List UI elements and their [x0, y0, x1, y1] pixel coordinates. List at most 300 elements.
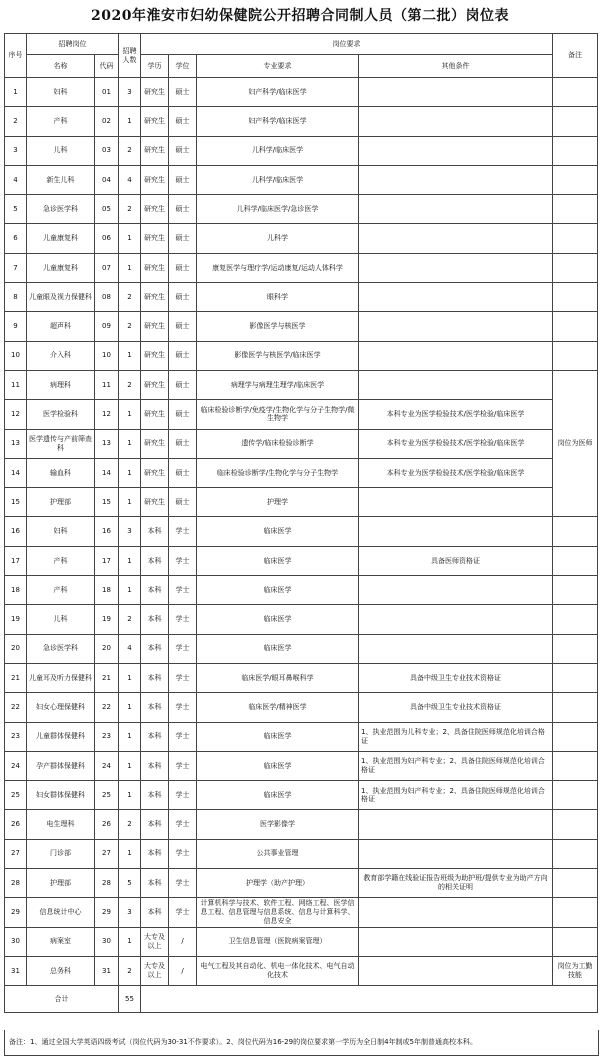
- row-degree: 学士: [169, 517, 197, 546]
- row-name: 妇科: [27, 78, 95, 107]
- row-seq: 19: [5, 605, 27, 634]
- row-degree: 硕士: [169, 429, 197, 458]
- row-name: 儿童群体保健科: [27, 722, 95, 751]
- row-count: 4: [119, 165, 141, 194]
- row-count: 1: [119, 693, 141, 722]
- row-major: 临床医学: [197, 546, 359, 575]
- row-count: 1: [119, 576, 141, 605]
- row-degree: 硕士: [169, 224, 197, 253]
- row-major: 病理学与病理生理学/临床医学: [197, 370, 359, 399]
- row-other: [359, 898, 553, 927]
- row-degree: 学士: [169, 605, 197, 634]
- row-degree: 学士: [169, 751, 197, 780]
- row-other: 本科专业为医学检验技术/医学检验/临床医学: [359, 458, 553, 487]
- row-name: 病案室: [27, 927, 95, 956]
- row-count: 1: [119, 107, 141, 136]
- table-row: [5, 576, 598, 605]
- table-row: [5, 78, 598, 107]
- row-seq: 21: [5, 663, 27, 692]
- row-count: 1: [119, 781, 141, 810]
- row-degree: 硕士: [169, 136, 197, 165]
- row-education: 大专及以上: [141, 927, 169, 956]
- row-degree: 硕士: [169, 107, 197, 136]
- row-other: [359, 341, 553, 370]
- row-seq: 28: [5, 869, 27, 898]
- row-education: 本科: [141, 810, 169, 839]
- row-remark: [553, 751, 598, 780]
- row-count: 3: [119, 78, 141, 107]
- row-count: 1: [119, 751, 141, 780]
- table-row: [5, 722, 598, 751]
- row-seq: 23: [5, 722, 27, 751]
- row-seq: 26: [5, 810, 27, 839]
- row-name: 产科: [27, 107, 95, 136]
- row-seq: 7: [5, 253, 27, 282]
- row-code: 30: [95, 927, 119, 956]
- row-name: 妇女群体保健科: [27, 781, 95, 810]
- row-count: 1: [119, 400, 141, 429]
- row-degree: 学士: [169, 546, 197, 575]
- row-seq: 29: [5, 898, 27, 927]
- row-count: 1: [119, 927, 141, 956]
- row-degree: 学士: [169, 781, 197, 810]
- row-degree: 硕士: [169, 488, 197, 517]
- row-code: 18: [95, 576, 119, 605]
- row-other: [359, 488, 553, 517]
- row-code: 23: [95, 722, 119, 751]
- row-remark: [553, 195, 598, 224]
- row-major: 儿科学/临床医学: [197, 165, 359, 194]
- row-other: 具备中级卫生专业技术资格证: [359, 693, 553, 722]
- row-major: 妇产科学/临床医学: [197, 107, 359, 136]
- row-education: 本科: [141, 869, 169, 898]
- row-remark: [553, 663, 598, 692]
- row-name: 护理部: [27, 869, 95, 898]
- row-other: [359, 370, 553, 399]
- row-degree: 硕士: [169, 370, 197, 399]
- table-row: [5, 341, 598, 370]
- row-code: 12: [95, 400, 119, 429]
- row-other: [359, 283, 553, 312]
- row-education: 研究生: [141, 107, 169, 136]
- row-name: 输血科: [27, 458, 95, 487]
- table-row: [5, 165, 598, 194]
- row-other: [359, 78, 553, 107]
- row-major: 临床检验诊断学/生物化学与分子生物学: [197, 458, 359, 487]
- header-degree: 学位: [169, 55, 197, 78]
- row-name: 医学遗传与产前筛查科: [27, 429, 95, 458]
- row-education: 研究生: [141, 400, 169, 429]
- row-degree: 硕士: [169, 78, 197, 107]
- row-degree: 硕士: [169, 400, 197, 429]
- positions-table: [4, 33, 598, 1013]
- row-degree: 学士: [169, 839, 197, 868]
- row-major: 临床医学: [197, 576, 359, 605]
- row-code: 06: [95, 224, 119, 253]
- row-remark: [553, 517, 598, 546]
- row-degree: 学士: [169, 634, 197, 663]
- row-seq: 27: [5, 839, 27, 868]
- row-seq: 15: [5, 488, 27, 517]
- row-code: 10: [95, 341, 119, 370]
- row-remark: [553, 634, 598, 663]
- row-seq: 18: [5, 576, 27, 605]
- row-code: 13: [95, 429, 119, 458]
- row-remark: [553, 722, 598, 751]
- row-major: 医学影像学: [197, 810, 359, 839]
- row-education: 本科: [141, 693, 169, 722]
- row-major: 公共事业管理: [197, 839, 359, 868]
- row-remark: [553, 253, 598, 282]
- row-code: 14: [95, 458, 119, 487]
- row-degree: 硕士: [169, 283, 197, 312]
- table-row: [5, 810, 598, 839]
- row-education: 研究生: [141, 165, 169, 194]
- row-remark: [553, 869, 598, 898]
- row-remark: [553, 605, 598, 634]
- total-row: [5, 986, 598, 1013]
- row-degree: 硕士: [169, 312, 197, 341]
- row-education: 研究生: [141, 370, 169, 399]
- row-other: [359, 927, 553, 956]
- row-remark: [553, 576, 598, 605]
- row-name: 儿童康复科: [27, 224, 95, 253]
- row-name: 产科: [27, 576, 95, 605]
- header-education: 学历: [141, 55, 169, 78]
- row-major: 临床医学: [197, 605, 359, 634]
- table-row: [5, 136, 598, 165]
- row-other: [359, 517, 553, 546]
- row-count: 1: [119, 722, 141, 751]
- row-code: 16: [95, 517, 119, 546]
- header-major: 专业要求: [197, 55, 359, 78]
- row-major: 临床医学: [197, 781, 359, 810]
- row-remark: [553, 927, 598, 956]
- row-education: 研究生: [141, 283, 169, 312]
- row-remark-worker: 岗位为工勤技能: [553, 956, 598, 985]
- row-other: [359, 165, 553, 194]
- row-count: 2: [119, 956, 141, 985]
- row-education: 大专及以上: [141, 956, 169, 985]
- row-code: 11: [95, 370, 119, 399]
- row-seq: 4: [5, 165, 27, 194]
- row-remark: [553, 839, 598, 868]
- row-remark: [553, 165, 598, 194]
- row-name: 急诊医学科: [27, 634, 95, 663]
- table-row: [5, 253, 598, 282]
- row-major: 眼科学: [197, 283, 359, 312]
- row-education: 本科: [141, 576, 169, 605]
- row-major: 卫生信息管理（医院病案管理）: [197, 927, 359, 956]
- row-seq: 3: [5, 136, 27, 165]
- row-count: 1: [119, 458, 141, 487]
- row-code: 20: [95, 634, 119, 663]
- row-other: [359, 605, 553, 634]
- row-name: 信息统计中心: [27, 898, 95, 927]
- row-other: 具备医师资格证: [359, 546, 553, 575]
- table-row: [5, 781, 598, 810]
- table-row: [5, 224, 598, 253]
- row-seq: 8: [5, 283, 27, 312]
- header-row-1: [5, 34, 598, 55]
- row-code: 24: [95, 751, 119, 780]
- row-count: 2: [119, 810, 141, 839]
- row-count: 5: [119, 869, 141, 898]
- row-degree: 硕士: [169, 195, 197, 224]
- row-education: 研究生: [141, 78, 169, 107]
- row-major: 临床医学: [197, 517, 359, 546]
- row-remark: [553, 781, 598, 810]
- row-major: 临床检验诊断学/免疫学/生物化学与分子生物学/微生物学: [197, 400, 359, 429]
- row-education: 研究生: [141, 458, 169, 487]
- row-major: 儿科学/临床医学: [197, 136, 359, 165]
- row-seq: 13: [5, 429, 27, 458]
- row-remark: [553, 283, 598, 312]
- row-remark: [553, 312, 598, 341]
- row-code: 31: [95, 956, 119, 985]
- row-major: 临床医学: [197, 751, 359, 780]
- row-name: 儿童耳及听力保健科: [27, 663, 95, 692]
- row-name: 妇科: [27, 517, 95, 546]
- table-row: [5, 546, 598, 575]
- table-row: [5, 751, 598, 780]
- row-count: 2: [119, 195, 141, 224]
- row-remark: [553, 107, 598, 136]
- table-row: [5, 283, 598, 312]
- table-row: [5, 869, 598, 898]
- row-code: 15: [95, 488, 119, 517]
- row-remark-doctor: 岗位为医师: [553, 370, 598, 516]
- row-seq: 30: [5, 927, 27, 956]
- row-count: 4: [119, 634, 141, 663]
- row-degree: 学士: [169, 693, 197, 722]
- row-count: 1: [119, 546, 141, 575]
- row-count: 2: [119, 605, 141, 634]
- row-count: 1: [119, 839, 141, 868]
- page-title: 2020年淮安市妇幼保健院公开招聘合同制人员（第二批）岗位表: [91, 8, 509, 24]
- row-major: 电气工程及其自动化、机电一体化技术、电气自动化技术: [197, 956, 359, 985]
- row-seq: 25: [5, 781, 27, 810]
- header-code: 代码: [95, 55, 119, 78]
- row-code: 17: [95, 546, 119, 575]
- header-count: 招聘人数: [119, 34, 141, 78]
- header-row-2: [5, 55, 598, 78]
- footnote: 备注：1、通过全国大学英语四级考试（岗位代码为30-31不作要求）。2、岗位代码为16-29的岗位要求第一学历为全日制4年制或5年制普通高校本科。: [4, 1030, 599, 1056]
- row-degree: 学士: [169, 722, 197, 751]
- header-remark: 备注: [553, 34, 598, 78]
- row-other: [359, 253, 553, 282]
- table-row: [5, 634, 598, 663]
- row-education: 本科: [141, 722, 169, 751]
- row-count: 1: [119, 224, 141, 253]
- row-seq: 6: [5, 224, 27, 253]
- table-row: [5, 312, 598, 341]
- row-education: 研究生: [141, 312, 169, 341]
- total-value: 55: [119, 986, 141, 1013]
- row-degree: 学士: [169, 898, 197, 927]
- row-education: 研究生: [141, 488, 169, 517]
- table-row: [5, 488, 598, 517]
- row-degree: 硕士: [169, 341, 197, 370]
- row-count: 3: [119, 517, 141, 546]
- row-education: 本科: [141, 663, 169, 692]
- row-code: 21: [95, 663, 119, 692]
- row-name: 介入科: [27, 341, 95, 370]
- row-name: 医学检验科: [27, 400, 95, 429]
- row-degree: 硕士: [169, 253, 197, 282]
- row-code: 26: [95, 810, 119, 839]
- row-remark: [553, 810, 598, 839]
- table-row: [5, 956, 598, 985]
- row-code: 08: [95, 283, 119, 312]
- row-degree: 硕士: [169, 165, 197, 194]
- row-education: 研究生: [141, 253, 169, 282]
- row-education: 研究生: [141, 195, 169, 224]
- row-name: 儿科: [27, 605, 95, 634]
- header-post: 招聘岗位: [27, 34, 119, 55]
- row-name: 病理科: [27, 370, 95, 399]
- row-seq: 11: [5, 370, 27, 399]
- row-other: 教育部学籍在线验证报告班级为助护班/提供专业为助产方向的相关证明: [359, 869, 553, 898]
- row-other: 1、执业范围为妇产科专业；2、具备住院医师规范化培训合格证: [359, 781, 553, 810]
- row-seq: 16: [5, 517, 27, 546]
- row-code: 07: [95, 253, 119, 282]
- row-name: 电生理科: [27, 810, 95, 839]
- row-name: 孕产群体保健科: [27, 751, 95, 780]
- row-name: 新生儿科: [27, 165, 95, 194]
- row-degree: 学士: [169, 663, 197, 692]
- row-seq: 12: [5, 400, 27, 429]
- row-name: 儿童康复科: [27, 253, 95, 282]
- table-row: [5, 839, 598, 868]
- header-other: 其他条件: [359, 55, 553, 78]
- row-code: 29: [95, 898, 119, 927]
- row-degree: /: [169, 956, 197, 985]
- row-major: 儿科学: [197, 224, 359, 253]
- row-remark: [553, 224, 598, 253]
- table-row: [5, 693, 598, 722]
- row-degree: 学士: [169, 576, 197, 605]
- row-major: 康复医学与理疗学/运动康复/运动人体科学: [197, 253, 359, 282]
- row-remark: [553, 341, 598, 370]
- total-label: 合计: [5, 986, 119, 1013]
- row-other: [359, 107, 553, 136]
- row-other: [359, 136, 553, 165]
- row-name: 门诊部: [27, 839, 95, 868]
- row-education: 研究生: [141, 224, 169, 253]
- row-count: 1: [119, 429, 141, 458]
- header-name: 名称: [27, 55, 95, 78]
- table-row: [5, 370, 598, 399]
- row-other: [359, 956, 553, 985]
- row-count: 2: [119, 370, 141, 399]
- row-code: 02: [95, 107, 119, 136]
- table-row: [5, 605, 598, 634]
- row-code: 22: [95, 693, 119, 722]
- row-seq: 10: [5, 341, 27, 370]
- row-name: 产科: [27, 546, 95, 575]
- row-seq: 9: [5, 312, 27, 341]
- row-education: 本科: [141, 898, 169, 927]
- row-education: 本科: [141, 839, 169, 868]
- row-seq: 14: [5, 458, 27, 487]
- row-seq: 5: [5, 195, 27, 224]
- table-row: [5, 663, 598, 692]
- row-seq: 24: [5, 751, 27, 780]
- row-degree: 学士: [169, 869, 197, 898]
- row-code: 09: [95, 312, 119, 341]
- row-name: 急诊医学科: [27, 195, 95, 224]
- row-education: 本科: [141, 605, 169, 634]
- row-major: 临床医学/眼耳鼻喉科学: [197, 663, 359, 692]
- row-remark: [553, 136, 598, 165]
- row-code: 05: [95, 195, 119, 224]
- table-row: [5, 400, 598, 429]
- row-seq: 20: [5, 634, 27, 663]
- row-major: 影像医学与核医学: [197, 312, 359, 341]
- row-name: 总务科: [27, 956, 95, 985]
- row-degree: 硕士: [169, 458, 197, 487]
- row-seq: 17: [5, 546, 27, 575]
- row-education: 研究生: [141, 429, 169, 458]
- row-seq: 1: [5, 78, 27, 107]
- row-other: 具备中级卫生专业技术资格证: [359, 663, 553, 692]
- row-name: 超声科: [27, 312, 95, 341]
- row-code: 04: [95, 165, 119, 194]
- row-count: 1: [119, 253, 141, 282]
- row-other: 1、执业范围为妇产科专业；2、具备住院医师规范化培训合格证: [359, 751, 553, 780]
- row-name: 护理部: [27, 488, 95, 517]
- row-remark: [553, 546, 598, 575]
- row-seq: 31: [5, 956, 27, 985]
- row-count: 1: [119, 341, 141, 370]
- row-count: 1: [119, 663, 141, 692]
- row-remark: [553, 898, 598, 927]
- row-education: 研究生: [141, 341, 169, 370]
- table-row: [5, 927, 598, 956]
- row-other: 本科专业为医学检验技术/医学检验/临床医学: [359, 400, 553, 429]
- table-row: [5, 898, 598, 927]
- header-seq: 序号: [5, 34, 27, 78]
- table-row: [5, 429, 598, 458]
- table-row: [5, 517, 598, 546]
- row-code: 25: [95, 781, 119, 810]
- table-row: [5, 195, 598, 224]
- row-major: 遗传学/临床检验诊断学: [197, 429, 359, 458]
- row-code: 19: [95, 605, 119, 634]
- row-major: 临床医学: [197, 634, 359, 663]
- row-seq: 22: [5, 693, 27, 722]
- row-other: [359, 810, 553, 839]
- row-major: 妇产科学/临床医学: [197, 78, 359, 107]
- row-education: 本科: [141, 634, 169, 663]
- row-education: 本科: [141, 517, 169, 546]
- row-other: [359, 576, 553, 605]
- row-other: [359, 839, 553, 868]
- total-blank: [141, 986, 598, 1013]
- row-degree: 学士: [169, 810, 197, 839]
- row-education: 本科: [141, 751, 169, 780]
- row-major: 护理学（助产护理）: [197, 869, 359, 898]
- row-code: 27: [95, 839, 119, 868]
- header-requirements: 岗位要求: [141, 34, 553, 55]
- row-other: 本科专业为医学检验技术/医学检验/临床医学: [359, 429, 553, 458]
- row-other: 1、执业范围为儿科专业；2、具备住院医师规范化培训合格证: [359, 722, 553, 751]
- row-major: 临床医学/精神医学: [197, 693, 359, 722]
- row-remark: [553, 78, 598, 107]
- row-count: 2: [119, 312, 141, 341]
- row-other: [359, 195, 553, 224]
